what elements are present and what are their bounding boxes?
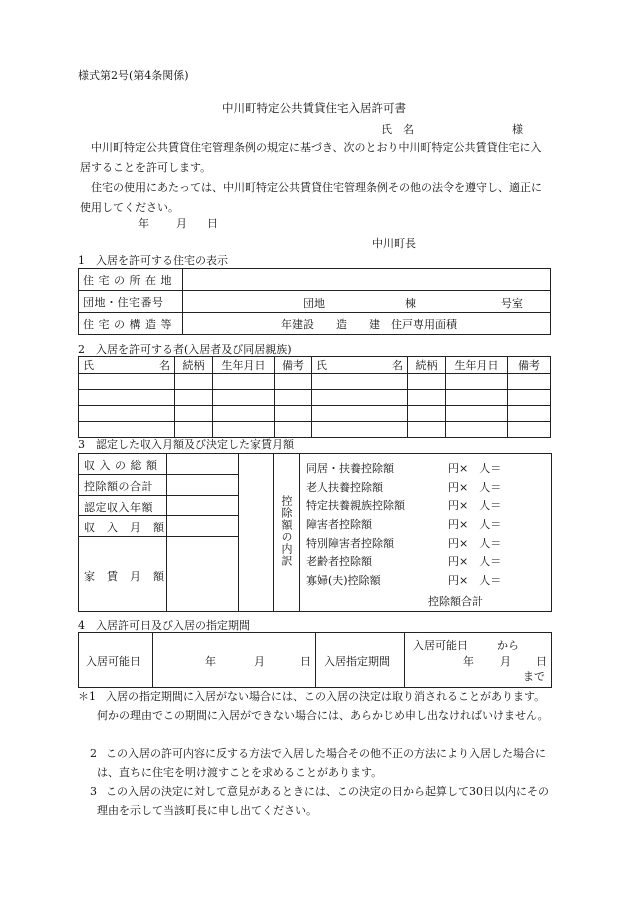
possible-date-day: 日	[300, 655, 311, 668]
deduction-breakdown-label: 控除額の内訳	[280, 495, 293, 567]
deduction-label-7: 寡婦(夫)控除額	[306, 574, 381, 587]
location-value	[183, 269, 551, 291]
period-day: 日	[536, 655, 547, 668]
danchi-label: 団地	[303, 297, 325, 310]
structure-value: 年建設 造 建 住戸専用面積	[183, 313, 551, 335]
addressee-name-label: 氏 名	[381, 123, 414, 136]
note-1-text: 入居の指定期間に入居がない場合には、この入居の決定は取り消されることがあります。何かの理由でこの期間に入居ができない場合には、あらかじめ申し出なければいけません。	[97, 690, 549, 722]
location-label: 住 宅 の 所 在 地	[79, 269, 183, 291]
section-3-heading: 3 認定した収入月額及び決定した家賃月額	[78, 438, 294, 451]
note-2-text: この入居の許可内容に反する方法で入居した場合その他不正の方法により入居した場合には、直ちに住宅を明け渡すことを求めることがあります。	[97, 747, 546, 779]
form-number: 様式第2号(第4条関係)	[78, 69, 189, 82]
mune-label: 棟	[405, 297, 416, 310]
note-3-number: 3	[90, 785, 97, 798]
housing-number-label: 団地・住宅番号	[79, 291, 183, 313]
date-month: 月	[176, 217, 187, 230]
deduction-label-5: 特別障害者控除額	[306, 537, 394, 550]
section-2-heading: 2 入居を許可する者(入居者及び同居親族)	[78, 343, 292, 356]
period-year: 年	[463, 655, 474, 668]
housing-table	[78, 268, 551, 335]
deduction-sum-label: 控除額合計	[428, 595, 483, 608]
deduction-unit-7: 円× 人＝	[448, 574, 502, 587]
divider	[238, 453, 239, 611]
table-row	[79, 374, 551, 390]
divider	[78, 495, 238, 496]
deduction-label-2: 老人扶養控除額	[306, 481, 383, 494]
goshitsu-label: 号室	[501, 297, 523, 310]
header-birthdate: 生年月日	[213, 357, 275, 374]
divider	[315, 632, 316, 688]
period-month: 月	[500, 655, 511, 668]
body-paragraph-2: 住宅の使用にあたっては、中川町特定公共賃貸住宅管理条例その他の法令を遵守し、適正に使用してください。	[80, 181, 542, 214]
deduction-total-label: 控除額の合計	[84, 480, 153, 493]
note-2-number: 2	[90, 747, 97, 760]
header-note-2: 備考	[508, 357, 551, 374]
body-paragraph-1: 中川町特定公共賃貸住宅管理条例の規定に基づき、次のとおり中川町特定公共賃貸住宅に入居することを許可します。	[80, 141, 542, 174]
deduction-unit-5: 円× 人＝	[448, 537, 502, 550]
divider	[78, 536, 238, 537]
header-name-shi-2: 氏	[316, 359, 327, 372]
residents-table	[78, 356, 551, 438]
section-4-heading: 4 入居許可日及び入居の指定期間	[78, 619, 250, 632]
divider	[152, 632, 153, 688]
table-row	[79, 390, 551, 406]
monthly-rent-label: 家 賃 月 額	[84, 570, 165, 583]
divider	[78, 515, 238, 516]
addressee-honorific: 様	[512, 123, 523, 136]
deduction-unit-2: 円× 人＝	[448, 481, 502, 494]
period-from-label: 入居可能日	[413, 639, 468, 652]
possible-date-label: 入居可能日	[86, 655, 141, 668]
possible-date-month: 月	[254, 655, 265, 668]
period-from-suffix: から	[497, 639, 519, 652]
annual-income-label: 認定収入年額	[84, 501, 153, 514]
period-until: まで	[523, 670, 545, 683]
income-total-label: 収 入 の 総 額	[84, 459, 158, 472]
header-birthdate-2: 生年月日	[446, 357, 508, 374]
deduction-unit-6: 円× 人＝	[448, 555, 502, 568]
document-title: 中川町特定公共賃貸住宅入居許可書	[222, 101, 406, 115]
monthly-income-label: 収 入 月 額	[84, 521, 165, 534]
deduction-label-4: 障害者控除額	[306, 518, 372, 531]
section-1-heading: 1 入居を許可する住宅の表示	[78, 254, 228, 267]
header-name-shi: 氏	[83, 359, 94, 372]
date-year: 年	[138, 217, 149, 230]
table-row	[79, 406, 551, 422]
issuer: 中川町長	[372, 237, 416, 250]
note-1-number: ＊1	[78, 690, 96, 703]
note-3-text: この入居の決定に対して意見があるときには、この決定の日から起算して30日以内にその理由を示して当該町長に申し出てください。	[97, 785, 549, 817]
header-name-mei: 名	[159, 359, 170, 372]
header-relation-2: 続柄	[408, 357, 446, 374]
divider	[166, 453, 167, 611]
header-note: 備考	[275, 357, 312, 374]
deduction-label-6: 老齢者控除額	[306, 555, 372, 568]
divider	[273, 453, 274, 611]
period-label: 入居指定期間	[324, 655, 390, 668]
date-day: 日	[207, 217, 218, 230]
deduction-label-1: 同居・扶養控除額	[306, 462, 394, 475]
possible-date-year: 年	[205, 655, 216, 668]
deduction-label-3: 特定扶養親族控除額	[306, 499, 405, 512]
structure-label: 住 宅 の 構 造 等	[79, 313, 183, 335]
header-name-mei-2: 名	[392, 359, 403, 372]
header-relation: 続柄	[175, 357, 213, 374]
deduction-unit-3: 円× 人＝	[448, 499, 502, 512]
divider	[78, 474, 238, 475]
deduction-unit-1: 円× 人＝	[448, 462, 502, 475]
divider	[404, 632, 405, 688]
deduction-unit-4: 円× 人＝	[448, 518, 502, 531]
divider	[299, 453, 300, 611]
